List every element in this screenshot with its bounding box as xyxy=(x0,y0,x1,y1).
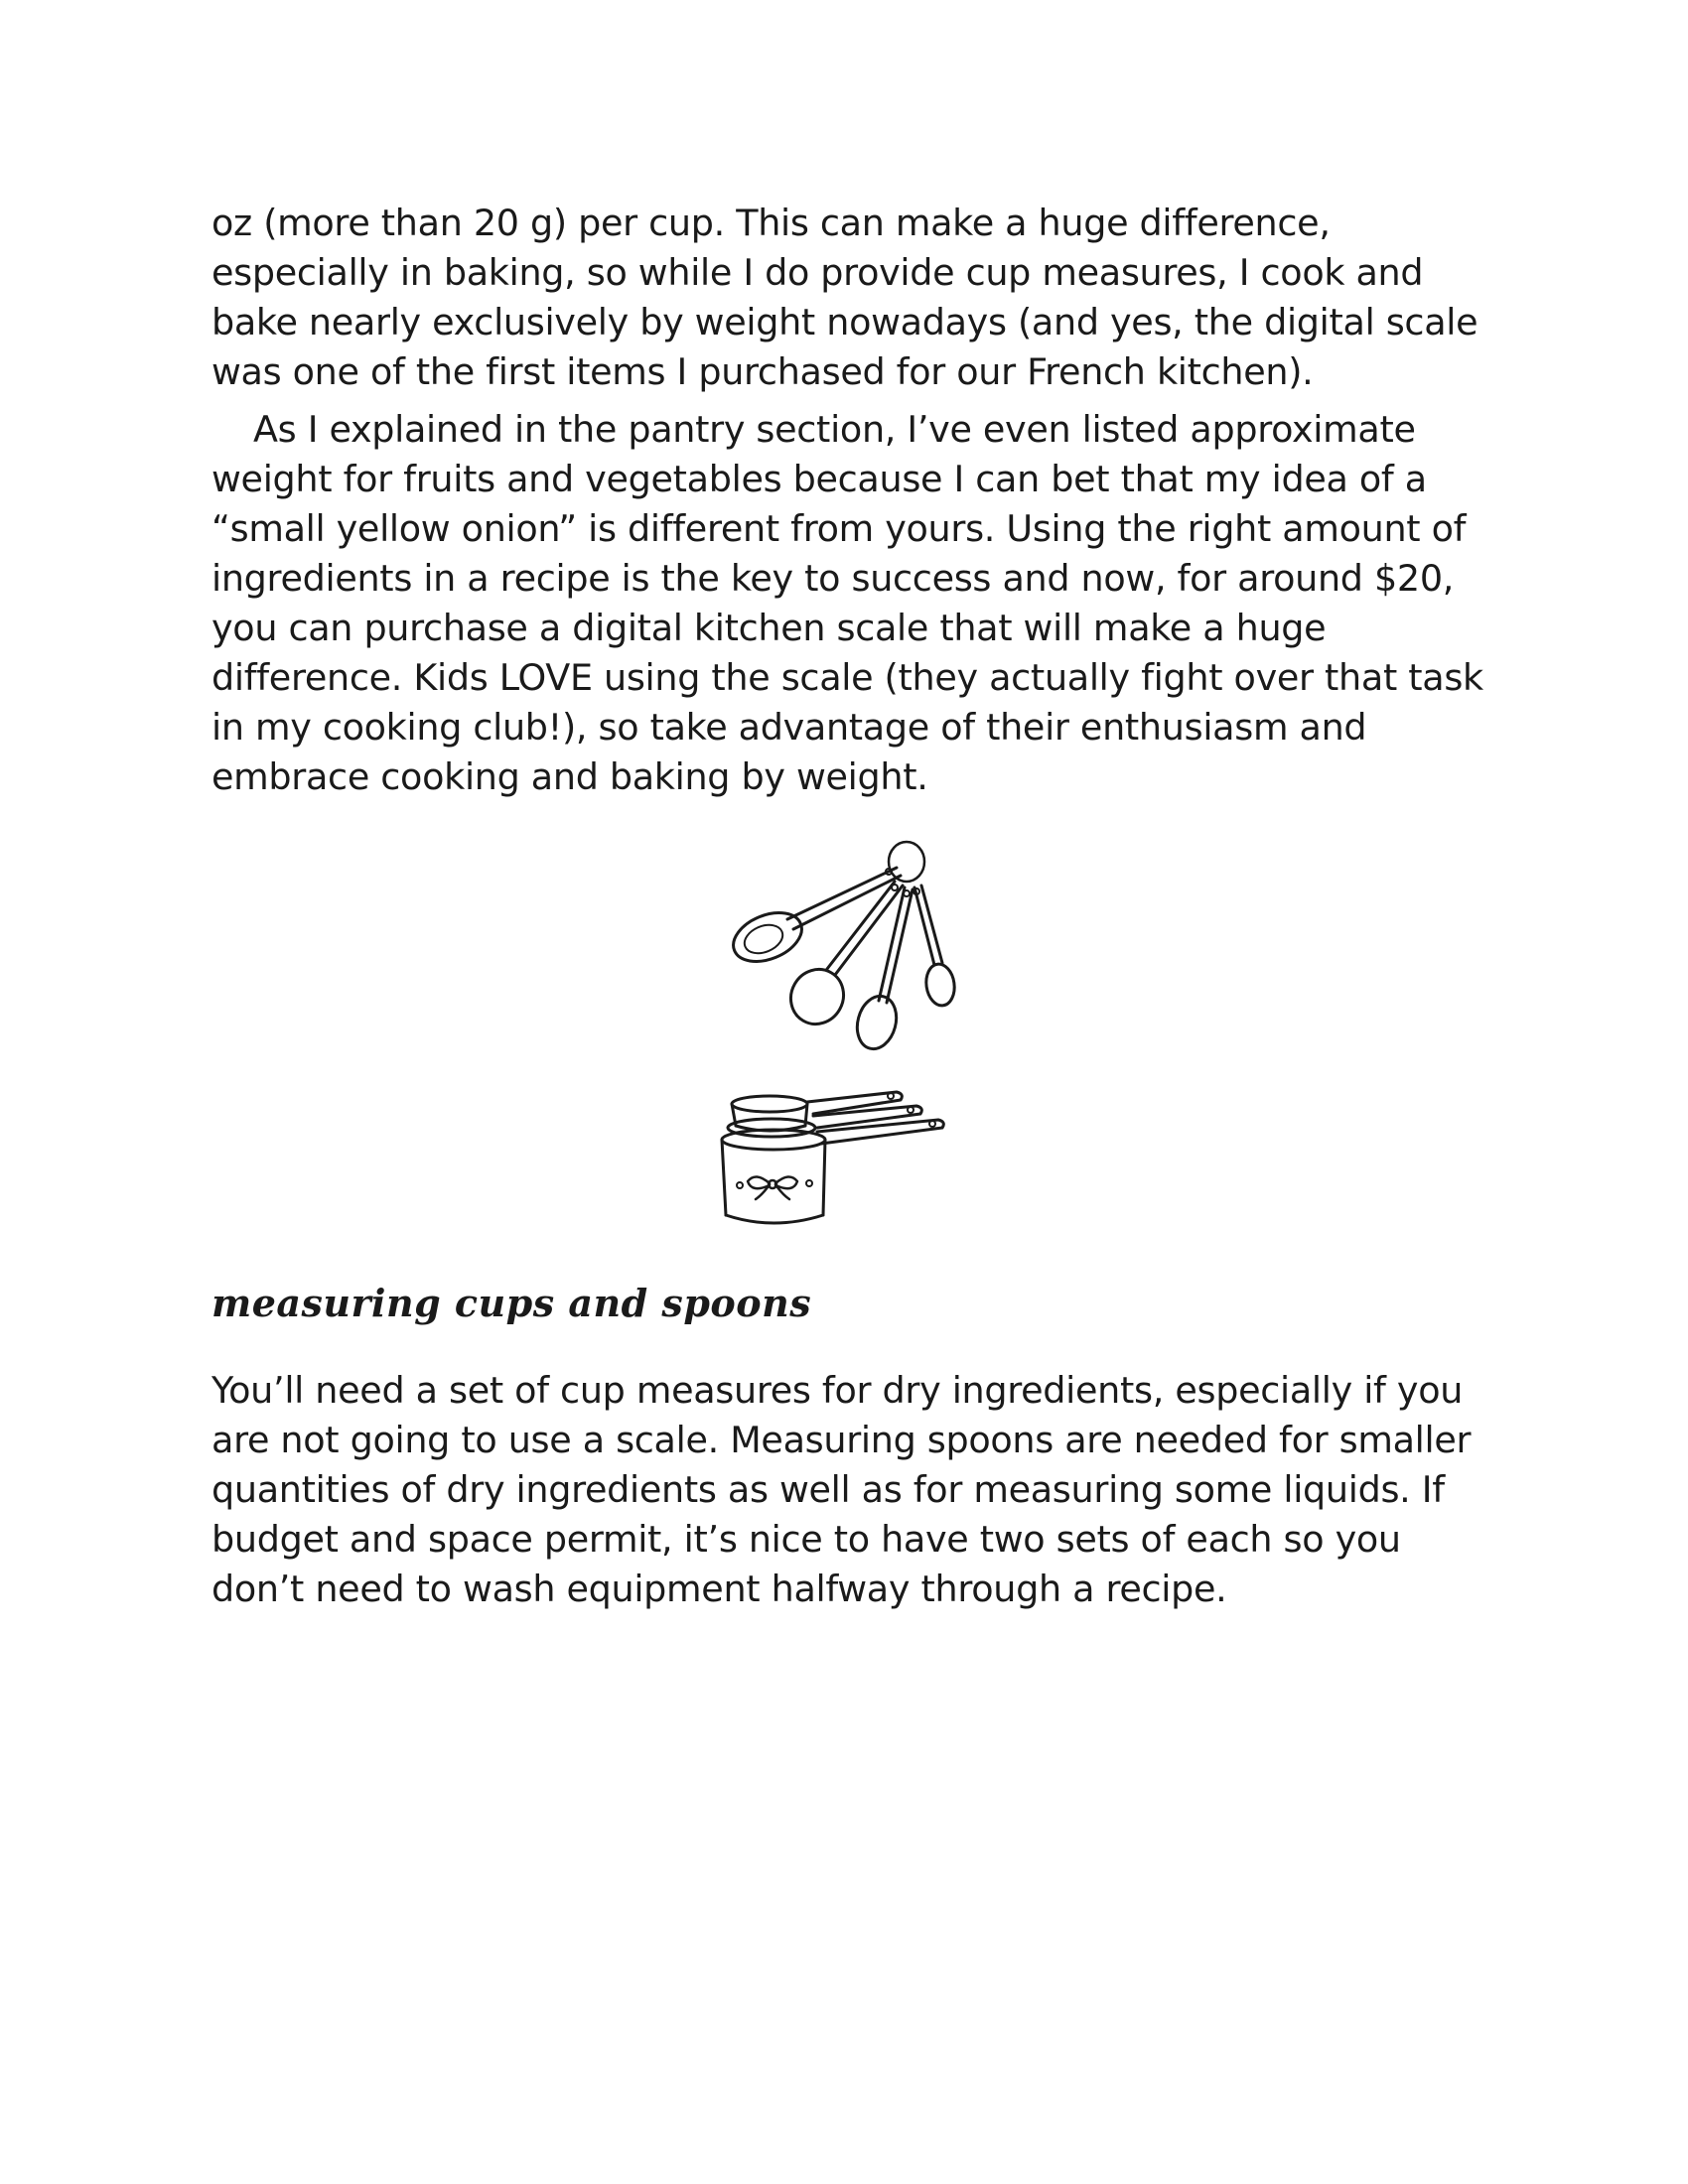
section-heading: measuring cups and spoons xyxy=(211,1281,812,1325)
body-paragraph-1: oz (more than 20 g) per cup. This can make a huge difference, especially in baking, so while I do provide cup measures, I cook and bake nearly exclusively by weight nowadays (and yes, the digital scale was one of the first items I purchased for our French kitchen). xyxy=(211,202,1478,393)
page-content xyxy=(211,199,1492,1614)
illustrations xyxy=(211,840,1492,1257)
measuring-cups-icon xyxy=(718,1086,986,1255)
body-paragraph-3: You’ll need a set of cup measures for dry ingredients, especially if you are not going to use a scale. Measuring spoons are needed for smaller quantities of dry ingredients as well as for measuring some liquids. If budget and space permit, it’s nice to have two sets of each so you don’t need to wash equipment halfway through a recipe. xyxy=(211,1369,1472,1610)
measuring-spoons-icon xyxy=(718,840,996,1058)
body-paragraph-2: As I explained in the pantry section, I’ve even listed approximate weight for fruits and vegetables because I can bet that my idea of a “small yellow onion” is different from yours. Using the right amount of ingredients in a recipe is the key to success and now, for around $20, you can purchase a digital kitchen scale that will make a huge difference. Kids LOVE using the scale (they actually fight over that task in my cooking club!), so take advantage of their enthusiasm and embrace cooking and baking by weight. xyxy=(211,408,1483,798)
